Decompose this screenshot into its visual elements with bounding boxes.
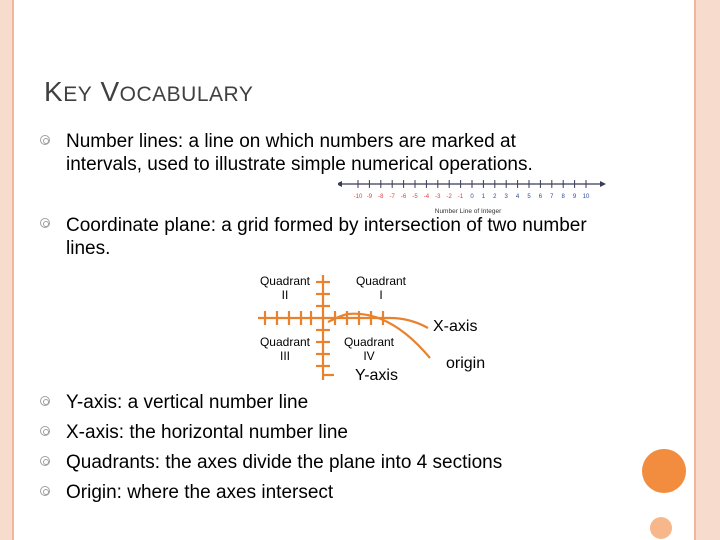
quadrant-4-label: Quadrant IV [343,335,395,363]
number-line-figure [338,176,613,216]
number-line-tick-label: 6 [538,194,543,200]
number-line-tick-label: 7 [550,194,554,200]
bullet-origin: Origin: where the axes intersect [66,482,334,503]
arrow-left-icon [338,181,342,187]
decorative-orange-circle [642,449,686,493]
number-line-tick-label: -1 [457,194,464,200]
coordinate-axes-figure [250,270,450,400]
bullet-icon [40,426,50,436]
bullet-icon [40,396,50,406]
quadrant-2-label: Quadrant II [259,274,311,302]
number-line-tick-label: 10 [582,194,590,200]
number-line-tick-label: -8 [378,194,384,200]
number-line-tick-label: 5 [527,194,531,200]
bullet-icon [40,218,50,228]
left-border-line [12,0,14,540]
number-line-caption: Number Line of Integer [434,208,502,215]
number-line-tick-label: -4 [423,194,430,200]
bullet-coordinate-plane: Coordinate plane: a grid formed by intersection of two number lines. [66,215,587,259]
number-line-tick-label: -9 [366,194,373,200]
number-line-tick-label: -5 [412,194,418,200]
bullet-quadrants: Quadrants: the axes divide the plane into 4 sections [66,452,503,473]
bullet-icon [40,486,50,496]
quadrant-1-label: Quadrant I [355,274,407,302]
x-axis-label: X-axis [433,318,478,335]
number-line-tick-label: -6 [400,194,407,200]
right-border [694,0,720,540]
decorative-small-circle [650,517,672,539]
number-line-tick-label: -10 [353,194,363,200]
bullet-x-axis: X-axis: the horizontal number line [66,422,348,443]
bullet-y-axis: Y-axis: a vertical number line [66,392,309,413]
slide-title: KEY VOCABULARY [44,76,254,107]
number-line-tick-label: 1 [481,194,486,200]
arrow-right-icon [600,181,606,187]
number-line-tick-label: 8 [561,194,565,200]
number-line-tick-label: -3 [435,194,441,200]
bullet-number-lines: Number lines: a line on which numbers are marked at intervals, used to illustrate simple numerical operations. [66,131,533,175]
bullet-icon [40,456,50,466]
origin-label: origin [446,355,486,372]
number-line-tick-label: 4 [515,194,520,200]
number-line-tick-label: -7 [389,194,395,200]
number-line-tick-label: 9 [572,194,577,200]
y-axis-label: Y-axis [355,367,398,384]
bullet-icon [40,135,50,145]
left-border [0,0,12,540]
number-line-tick-label: 2 [493,194,497,200]
number-line-tick-label: 0 [470,194,474,200]
number-line-tick-label: -2 [446,194,452,200]
quadrant-3-label: Quadrant III [259,335,311,363]
number-line-tick-label: 3 [504,194,508,200]
